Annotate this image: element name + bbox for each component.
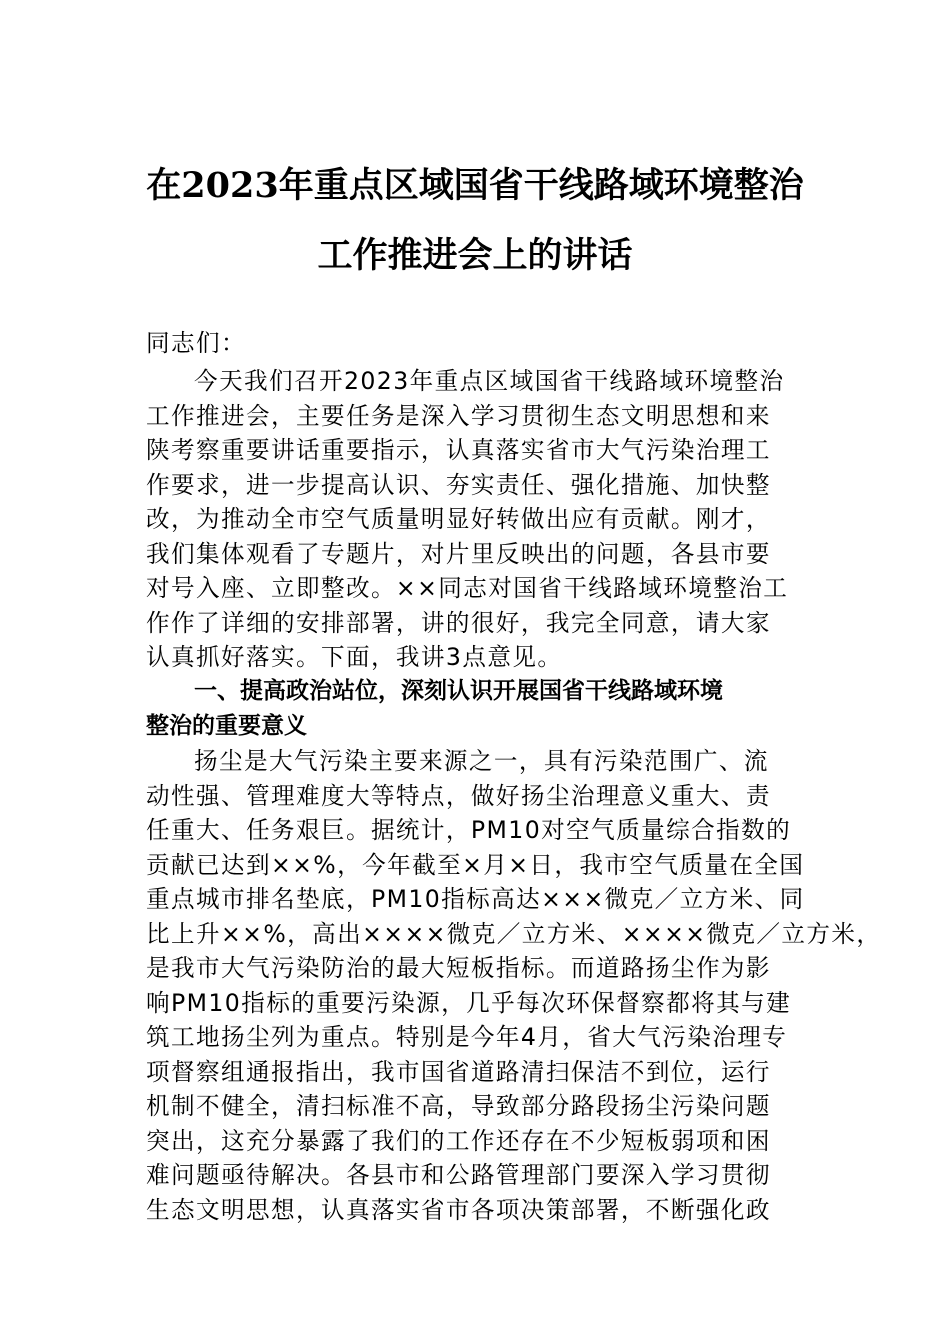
document-title-line-1: 在2023年重点区域国省干线路域环境整治 (146, 165, 804, 206)
salutation-text: 同志们： (146, 329, 246, 357)
paragraph-line: 我们集体观看了专题片，对片里反映出的问题，各县市要 (146, 539, 771, 568)
paragraph-1 (146, 364, 816, 675)
paragraph-line: 项督察组通报指出，我市国省道路清扫保洁不到位，运行 (146, 1057, 771, 1086)
heading-line: 整治的重要意义 (146, 712, 307, 739)
paragraph-line: 贡献已达到××%，今年截至×月×日，我市空气质量在全国 (146, 850, 805, 879)
paragraph-line: 难问题亟待解决。各县市和公路管理部门要深入学习贯彻 (146, 1161, 771, 1189)
paragraph-line: 工作推进会，主要任务是深入学习贯彻生态文明思想和来 (146, 401, 771, 430)
section-heading-1 (146, 674, 816, 743)
paragraph-line: 扬尘是大气污染主要来源之一，具有污染范围广、流 (194, 747, 769, 775)
paragraph-line: 比上升××%，高出××××微克／立方米、××××微克／立方米， (146, 919, 882, 948)
paragraph-2 (146, 744, 882, 1227)
heading-line: 一、提高政治站位，深刻认识开展国省干线路域环境 (194, 678, 723, 704)
paragraph-line: 认真抓好落实。下面，我讲3点意见。 (146, 643, 563, 671)
paragraph-line: 作作了详细的安排部署，讲的很好，我完全同意，请大家 (146, 608, 771, 637)
document-title-line-2: 工作推进会上的讲话 (317, 235, 633, 276)
paragraph-line: 作要求，进一步提高认识、夯实责任、强化措施、加快整 (146, 470, 771, 499)
paragraph-line: 今天我们召开2023年重点区域国省干线路域环境整治 (194, 367, 785, 395)
paragraph-line: 改，为推动全市空气质量明显好转做出应有贡献。刚才， (146, 505, 771, 533)
paragraph-line: 动性强、管理难度大等特点，做好扬尘治理意义重大、责 (146, 781, 771, 810)
paragraph-line: 陕考察重要讲话重要指示，认真落实省市大气污染治理工 (146, 436, 771, 464)
paragraph-line: 生态文明思想，认真落实省市各项决策部署，不断强化政 (146, 1195, 771, 1224)
paragraph-line: 对号入座、立即整改。××同志对国省干线路域环境整治工 (146, 574, 789, 602)
paragraph-line: 机制不健全，清扫标准不高，导致部分路段扬尘污染问题 (146, 1092, 771, 1120)
paragraph-line: 筑工地扬尘列为重点。特别是今年4月，省大气污染治理专 (146, 1023, 788, 1051)
paragraph-line: 重点城市排名垫底，PM10指标高达×××微克／立方米、同 (146, 885, 805, 913)
paragraph-line: 响PM10指标的重要污染源，几乎每次环保督察都将其与建 (146, 988, 792, 1017)
paragraph-line: 任重大、任务艰巨。据统计，PM10对空气质量综合指数的 (146, 816, 792, 844)
paragraph-line: 是我市大气污染防治的最大短板指标。而道路扬尘作为影 (146, 954, 771, 982)
salutation (146, 326, 816, 361)
paragraph-line: 突出，这充分暴露了我们的工作还存在不少短板弱项和困 (146, 1126, 771, 1155)
